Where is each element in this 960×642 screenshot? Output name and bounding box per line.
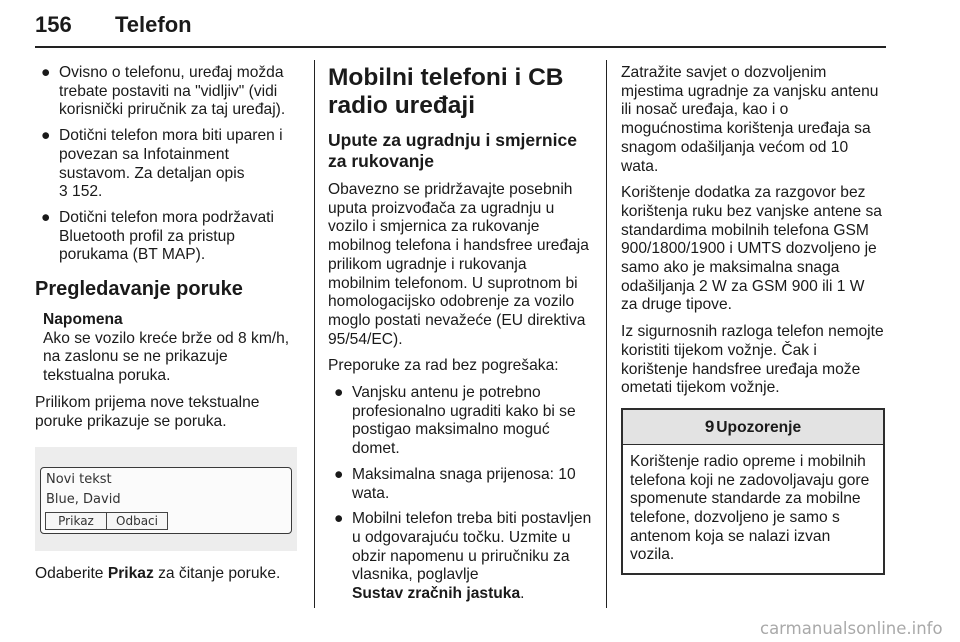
message-screen-illustration — [35, 447, 297, 551]
column-divider-1 — [314, 60, 315, 608]
popup-title: Novi tekst — [46, 472, 112, 488]
bullet-icon: ● — [41, 208, 51, 226]
list-item: ● Vanjsku antenu je potrebno profesionalno ugraditi kako bi se postigao maksimalno moguć domet. — [334, 384, 576, 458]
list-item: ● Dotični telefon mora podržavati Bluetooth profil za pristup porukama (BT MAP). — [41, 208, 274, 264]
requirements-list — [35, 64, 299, 265]
popup-sender: Blue, David — [46, 492, 121, 508]
section-title: Mobilni telefoni i CB radio uređaji — [328, 64, 564, 119]
warning-text: Korištenje radio opreme i mobilnih telefona koji ne zadovoljavaju gore spomenute standarde za mobilne telefone, dozvoljeno je samo s antenom koja se nalazi izvan vozila. — [630, 452, 870, 564]
page-number: 156 — [35, 12, 72, 37]
column-1 — [35, 64, 299, 592]
paragraph: Preporuke za rad bez pogrešaka: — [328, 357, 559, 375]
bullet-icon: ● — [41, 64, 51, 81]
warning-box — [621, 408, 885, 575]
warning-title: Upozorenje — [716, 418, 802, 436]
column-divider-2 — [606, 60, 607, 608]
warning-triangle-icon: 9 — [704, 416, 715, 436]
bullet-icon: ● — [334, 465, 344, 483]
section-heading: Pregledavanje poruke — [35, 278, 243, 301]
message-popup — [40, 467, 292, 534]
paragraph: Zatražite savjet o dozvoljenim mjestima ugradnje za vanjsku antenu ili nosač uređaja, kao i o mogućnostima korištenja uređaja sa snagom odašiljanja većom od 10 wata. — [621, 64, 879, 175]
note-box — [43, 311, 299, 386]
list-item: ● Maksimalna snaga prijenosa: 10 wata. — [334, 465, 576, 502]
paragraph: Obavezno se pridržavajte posebnih uputa proizvođača za ugradnju u vozilo i smjernica za rukovanje mobilnog telefona i handsfree uređaja prilikom ugradnje i rukovanja mobilnim telefonom. U suprotnom bi homologacijsko odobrenje za vozilo moglo postati nevažeće (EU direktiva 95/54/EC). — [328, 181, 589, 348]
chapter-reference[interactable]: Sustav zračnih jastuka — [352, 585, 521, 603]
note-text: Ako se vozilo kreće brže od 8 km/h, na zaslonu se ne prikazuje tekstualna poruka. — [43, 329, 290, 385]
bullet-icon: ● — [334, 384, 344, 402]
paragraph: Odaberite Prikaz za čitanje poruke. — [35, 565, 281, 583]
column-3 — [621, 64, 885, 575]
warning-header — [623, 410, 883, 445]
paragraph: Iz sigurnosnih razloga telefon nemojte koristiti tijekom vožnje. Čak i korištenje handsfree uređaja može ometati tijekom vožnje. — [621, 323, 884, 397]
page-reference[interactable]: 3 152. — [59, 183, 103, 201]
dismiss-button[interactable]: Odbaci — [107, 512, 168, 530]
note-heading: Napomena — [43, 311, 123, 329]
list-item: ● Dotični telefon mora biti uparen i povezan sa Infotainment sustavom. Za detaljan opis 3 152. — [41, 127, 283, 201]
column-2 — [328, 64, 592, 612]
list-item: ● Ovisno o telefonu, uređaj možda trebate postaviti na "vidljiv" (vidi korisnički priručnik za taj uređaj). — [41, 64, 286, 119]
reference-arrow-icon: 3 — [59, 183, 68, 201]
watermark: carmanualsonline.info — [760, 619, 943, 638]
recommendations-list — [328, 384, 592, 604]
subsection-title: Upute za ugradnju i smjernice za rukovanje — [328, 130, 577, 171]
header-rule — [35, 46, 886, 48]
paragraph: Prilikom prijema nove tekstualne poruke prikazuje se poruka. — [35, 393, 260, 430]
bullet-icon: ● — [334, 510, 344, 528]
paragraph: Korištenje dodatka za razgovor bez korištenja ruku bez vanjske antene sa standardima mobilnih telefona GSM 900/1800/1900 i UMTS dozvoljeno je samo ako je maksimalna snaga odašiljanja 2 W za GSM 900 ili 1 W za druge tipove. — [621, 184, 882, 314]
show-button[interactable]: Prikaz — [45, 512, 107, 530]
list-item: ● Mobilni telefon treba biti postavljen u odgovarajuću točku. Uzmite u obzir napomenu u priručniku za vlasnika, poglavlje Sustav zračnih jastuka. — [334, 510, 592, 603]
chapter-title: Telefon — [115, 12, 192, 37]
bullet-icon: ● — [41, 127, 51, 145]
